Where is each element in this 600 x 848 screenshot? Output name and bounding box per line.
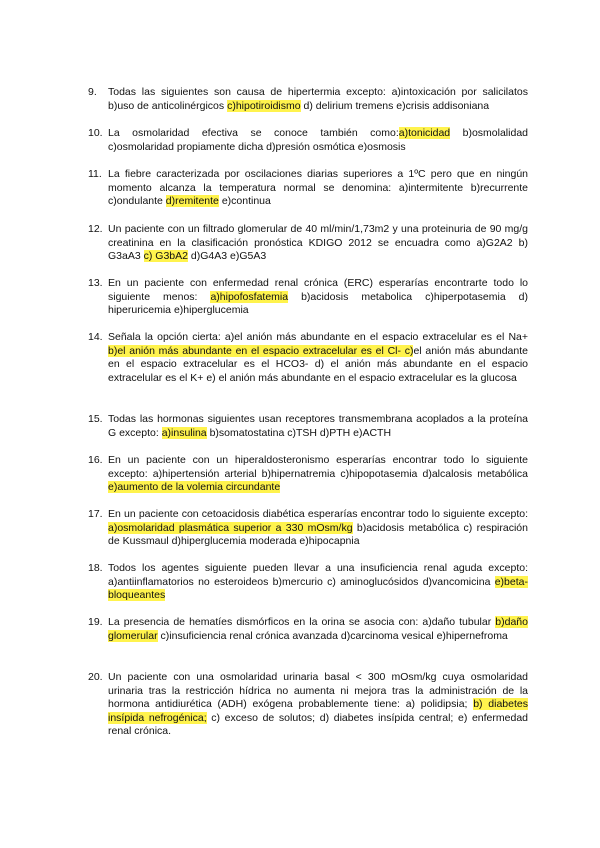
question-number: 11.: [88, 168, 102, 180]
question-text: [108, 562, 528, 603]
highlighted-answer: a)tonicidad: [398, 127, 451, 139]
highlighted-answer: d)remitente: [165, 195, 219, 208]
question-number: 12.: [88, 223, 103, 235]
question-segment: el anión más abundante en el espacio extracelular es el HCO3- d) el anión más abundante en el espacio extracelular es el K+ e) el anión más abundante en el espacio extracelular es la glucosa: [108, 344, 528, 384]
highlighted-answer: b)daño glomerular: [108, 616, 528, 642]
question-9: [88, 86, 528, 113]
question-segment: b)somatostatina c)TSH d)PTH e)ACTH: [206, 426, 392, 439]
question-number: 13.: [88, 277, 103, 289]
question-segment: d)G4A3 e)G5A3: [187, 250, 267, 263]
question-segment: Todas las siguientes son causa de hipertermia excepto: a)intoxicación por salicilatos b)uso de anticolinérgicos: [108, 86, 528, 112]
question-number: 19.: [88, 616, 103, 628]
highlighted-answer: a)hipofosfatemia: [210, 290, 289, 303]
question-text: [108, 508, 528, 549]
question-text: [108, 616, 528, 643]
question-segment: b)osmolalidad c)osmolaridad propiamente dicha d)presión osmótica e)osmosis: [108, 127, 528, 153]
question-text: [108, 127, 528, 154]
question-segment: b)acidosis metabolica c)hiperpotasemia d) hiperuricemia e)hiperglucemia: [108, 290, 528, 317]
highlighted-answer: b)el anión más abundante en el espacio extracelular es el Cl- c): [108, 344, 414, 357]
question-segment: b)acidosis metabólica c) respiración de Kussmaul d)hiperglucemia moderada e)hipocapnia: [108, 521, 528, 548]
question-15: [88, 413, 528, 440]
question-text: [108, 671, 528, 739]
question-number: 10.: [88, 127, 103, 139]
question-segment: c) exceso de solutos; d) diabetes insípida central; e) enfermedad renal crónica.: [108, 711, 528, 738]
question-segment: d) delirium tremens e)crisis addisoniana: [300, 99, 490, 112]
question-19: [88, 616, 528, 643]
question-13: [88, 277, 528, 318]
question-segment: Todos los agentes siguiente pueden llevar a una insuficiencia renal aguda excepto: a)antiinflamatorios no esteroideos b)mercurio c) aminoglucósidos d)vancomicina: [108, 562, 528, 588]
question-number: 16.: [88, 454, 103, 466]
highlighted-answer: c)hipotiroidismo: [227, 99, 301, 112]
highlighted-answer: e)aumento de la volemia circundante: [108, 481, 281, 494]
question-segment: En un paciente con enfermedad renal crónica (ERC) esperarías encontrarte todo lo siguiente menos:: [108, 277, 528, 303]
question-text: [108, 86, 528, 113]
question-number: 15.: [88, 413, 103, 425]
question-10: [88, 127, 528, 154]
question-number: 9.: [88, 86, 97, 98]
question-text: [108, 413, 528, 440]
question-text: [108, 331, 528, 385]
highlighted-answer: a)osmolaridad plasmática superior a 330 mOsm/kg: [108, 521, 353, 534]
question-segment: Señala la opción cierta: a)el anión más abundante en el espacio extracelular es el Na+: [108, 331, 528, 343]
highlighted-answer: c) G3bA2: [143, 250, 188, 263]
question-segment: La fiebre caracterizada por oscilaciones diarias superiores a 1ºC pero que en ningún momento alcanza la temperatura normal se denomina: a)intermitente b)recurrente c)ondulante: [108, 168, 528, 208]
question-number: 18.: [88, 562, 103, 574]
highlighted-answer: a)insulina: [161, 426, 207, 439]
question-segment: Un paciente con una osmolaridad urinaria basal < 300 mOsm/kg cuya osmolaridad urinaria tras la restricción hídrica no aumenta ni mejora tras la administración de la hormona antidiurética (ADH) exógena probablemente tiene: a) polidipsia;: [108, 671, 528, 711]
question-text: [108, 223, 528, 264]
question-17: [88, 508, 528, 549]
question-16: [88, 454, 528, 495]
question-number: 20.: [88, 671, 103, 683]
question-number: 14.: [88, 331, 103, 343]
question-segment: La osmolaridad efectiva se conoce también como:: [108, 127, 399, 139]
question-segment: En un paciente con un hiperaldosteronismo esperarías encontrar todo lo siguiente excepto: a)hipertensión arterial b)hipernatremia c)hipopotasemia d)alcalosis metabólica: [108, 454, 528, 480]
question-segment: e)continua: [218, 195, 271, 208]
question-14: [88, 331, 528, 385]
question-11: [88, 168, 528, 209]
question-18: [88, 562, 528, 603]
question-number: 17.: [88, 508, 103, 520]
question-segment: Todas las hormonas siguientes usan receptores transmembrana acoplados a la proteína G excepto:: [108, 413, 528, 439]
question-segment: c)insuficiencia renal crónica avanzada d)carcinoma vesical e)hipernefroma: [157, 629, 508, 642]
question-text: [108, 454, 528, 495]
question-20: [88, 671, 528, 739]
highlighted-answer: e)beta-bloqueantes: [108, 575, 528, 602]
question-segment: Un paciente con un filtrado glomerular de 40 ml/min/1,73m2 y una proteinuria de 90 mg/g creatinina en la clasificación pronóstica KDIGO 2012 se encuadra como a)G2A2 b) G3aA3: [108, 223, 528, 263]
question-12: [88, 223, 528, 264]
highlighted-answer: b) diabetes insípida nefrogénica;: [108, 698, 528, 724]
question-segment: En un paciente con cetoacidosis diabética esperarías encontrar todo lo siguiente excepto:: [108, 508, 528, 520]
question-text: [108, 168, 528, 209]
question-text: [108, 277, 528, 318]
question-segment: La presencia de hematíes dismórficos en la orina se asocia con: a)daño tubular: [108, 616, 496, 628]
